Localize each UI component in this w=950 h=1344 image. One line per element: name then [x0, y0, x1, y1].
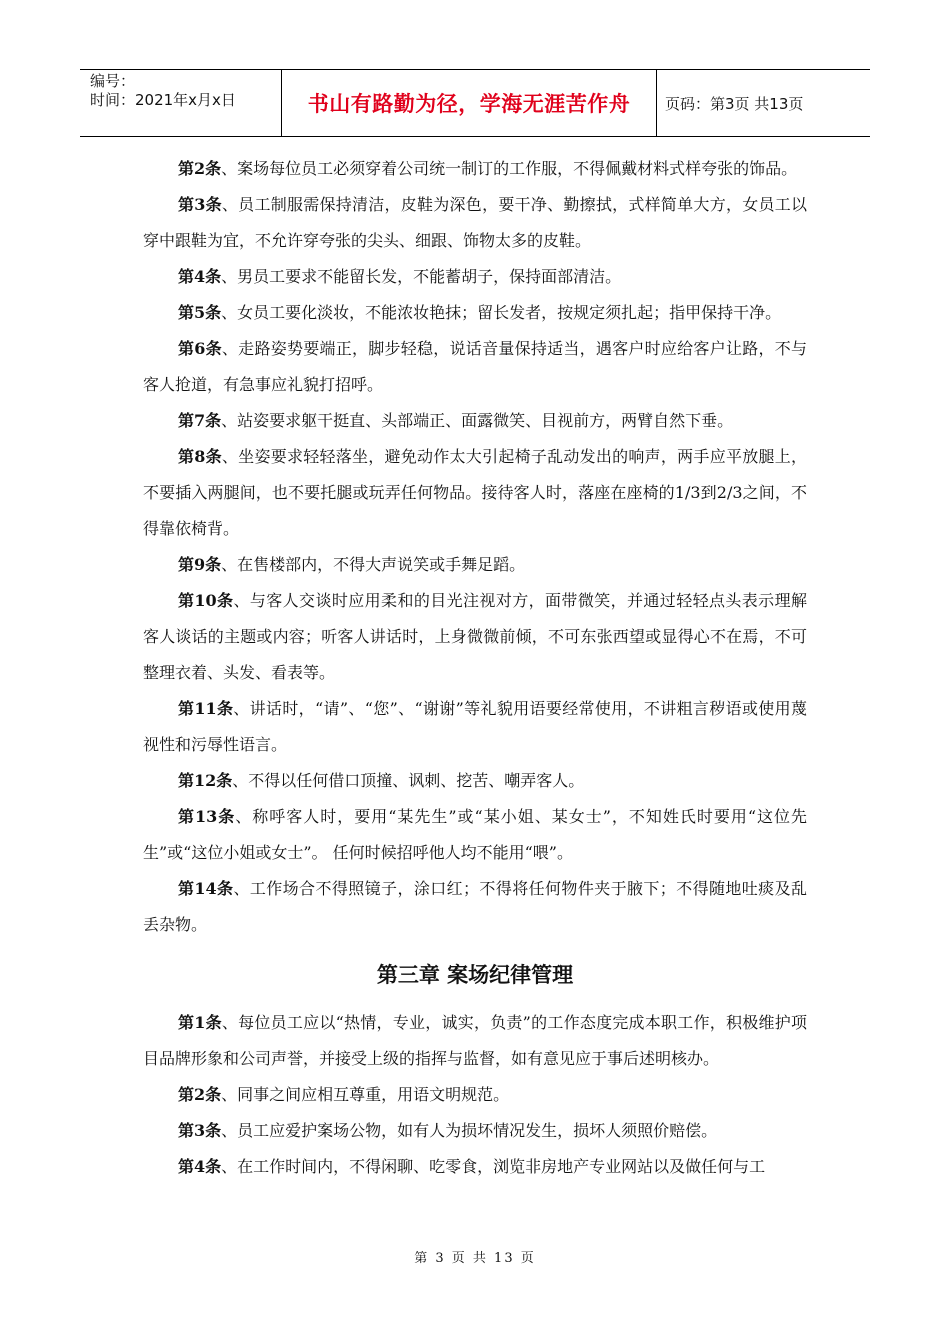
article-paragraph — [143, 1077, 807, 1113]
section-appearance-rules — [143, 151, 807, 943]
article-number: 第8条 — [178, 447, 222, 466]
page-info: 页码：第3页 共13页 — [665, 94, 804, 113]
article-number: 第1条 — [178, 1013, 222, 1032]
document-header — [80, 69, 870, 137]
article-paragraph — [143, 763, 807, 799]
article-number: 第6条 — [178, 339, 222, 358]
article-number: 第12条 — [178, 771, 233, 790]
article-paragraph — [143, 799, 807, 871]
date-label: 时间：2021年x月x日 — [90, 91, 236, 109]
article-paragraph — [143, 547, 807, 583]
article-paragraph — [143, 1113, 807, 1149]
article-text: 、称呼客人时，要用“某先生”或“某小姐、某女士”，不知姓氏时要用“这位先生”或“这位小姐或女士”。 任何时候招呼他人均不能用“喂”。 — [143, 807, 807, 862]
article-text: 、员工制服需保持清洁，皮鞋为深色，要干净、勤擦拭，式样简单大方，女员工以穿中跟鞋为宜，不允许穿夸张的尖头、细跟、饰物太多的皮鞋。 — [143, 195, 807, 250]
article-text: 、案场每位员工必须穿着公司统一制订的工作服，不得佩戴材料式样夸张的饰品。 — [221, 159, 798, 178]
chapter-title: 第三章 案场纪律管理 — [376, 963, 574, 987]
article-number: 第10条 — [178, 591, 234, 610]
article-text: 、坐姿要求轻轻落坐，避免动作太大引起椅子乱动发出的响声，两手应平放腿上，不要插入两腿间，也不要托腿或玩弄任何物品。接待客人时，落座在座椅的1/3到2/3之间，不得靠依椅背。 — [143, 447, 807, 538]
page-footer: 第 3 页 共 13 页 — [414, 1251, 536, 1266]
article-number: 第11条 — [178, 699, 234, 718]
article-paragraph — [143, 1149, 807, 1185]
article-text: 、同事之间应相互尊重，用语文明规范。 — [221, 1085, 510, 1104]
article-paragraph — [143, 331, 807, 403]
article-paragraph — [143, 295, 807, 331]
article-paragraph — [143, 439, 807, 547]
article-paragraph — [143, 403, 807, 439]
article-paragraph — [143, 1005, 807, 1077]
document-body — [143, 151, 807, 1185]
article-text: 、在售楼部内，不得大声说笑或手舞足蹈。 — [221, 555, 526, 574]
article-text: 、女员工要化淡妆，不能浓妆艳抹；留长发者，按规定须扎起；指甲保持干净。 — [221, 303, 782, 322]
article-number: 第2条 — [178, 1085, 222, 1104]
article-text: 、员工应爱护案场公物，如有人为损坏情况发生，损坏人须照价赔偿。 — [221, 1121, 718, 1140]
article-text: 、与客人交谈时应用柔和的目光注视对方，面带微笑，并通过轻轻点头表示理解客人谈话的主题或内容；听客人讲话时，上身微微前倾，不可东张西望或显得心不在焉，不可整理衣着、头发、看表等。 — [143, 591, 807, 682]
article-text: 、每位员工应以“热情，专业，诚实，负责”的工作态度完成本职工作，积极维护项目品牌形象和公司声誉，并接受上级的指挥与监督，如有意见应于事后述明核办。 — [143, 1013, 807, 1068]
article-number: 第3条 — [178, 1121, 222, 1140]
article-text: 、在工作时间内，不得闲聊、吃零食，浏览非房地产专业网站以及做任何与工 — [221, 1157, 766, 1176]
article-text: 、不得以任何借口顶撞、讽刺、挖苦、嘲弄客人。 — [232, 771, 585, 790]
article-number: 第14条 — [178, 879, 234, 898]
article-text: 、站姿要求躯干挺直、头部端正、面露微笑、目视前方，两臂自然下垂。 — [221, 411, 734, 430]
header-motto-cell — [282, 70, 657, 136]
article-number: 第13条 — [178, 807, 236, 826]
article-paragraph — [143, 583, 807, 691]
article-paragraph — [143, 871, 807, 943]
article-paragraph — [143, 259, 807, 295]
article-text: 、工作场合不得照镜子，涂口红；不得将任何物件夹于腋下；不得随地吐痰及乱丢杂物。 — [143, 879, 807, 934]
article-number: 第9条 — [178, 555, 222, 574]
article-text: 、走路姿势要端正，脚步轻稳，说话音量保持适当，遇客户时应给客户让路，不与客人抢道，有急事应礼貌打招呼。 — [143, 339, 807, 394]
article-number: 第5条 — [178, 303, 222, 322]
header-meta — [80, 70, 282, 136]
article-text: 、男员工要求不能留长发，不能蓄胡子，保持面部清洁。 — [221, 267, 622, 286]
article-paragraph — [143, 691, 807, 763]
code-label: 编号： — [90, 72, 136, 90]
article-number: 第7条 — [178, 411, 222, 430]
header-page-cell — [657, 70, 870, 136]
article-paragraph — [143, 187, 807, 259]
article-number: 第4条 — [178, 1157, 222, 1176]
article-text: 、讲话时，“请”、“您”、“谢谢”等礼貌用语要经常使用，不讲粗言秽语或使用蔑视性和污辱性语言。 — [143, 699, 807, 754]
article-number: 第3条 — [178, 195, 222, 214]
article-number: 第4条 — [178, 267, 222, 286]
section-discipline-rules — [143, 1005, 807, 1185]
article-number: 第2条 — [178, 159, 222, 178]
article-paragraph — [143, 151, 807, 187]
header-motto: 书山有路勤为径，学海无涯苦作舟 — [307, 91, 631, 116]
